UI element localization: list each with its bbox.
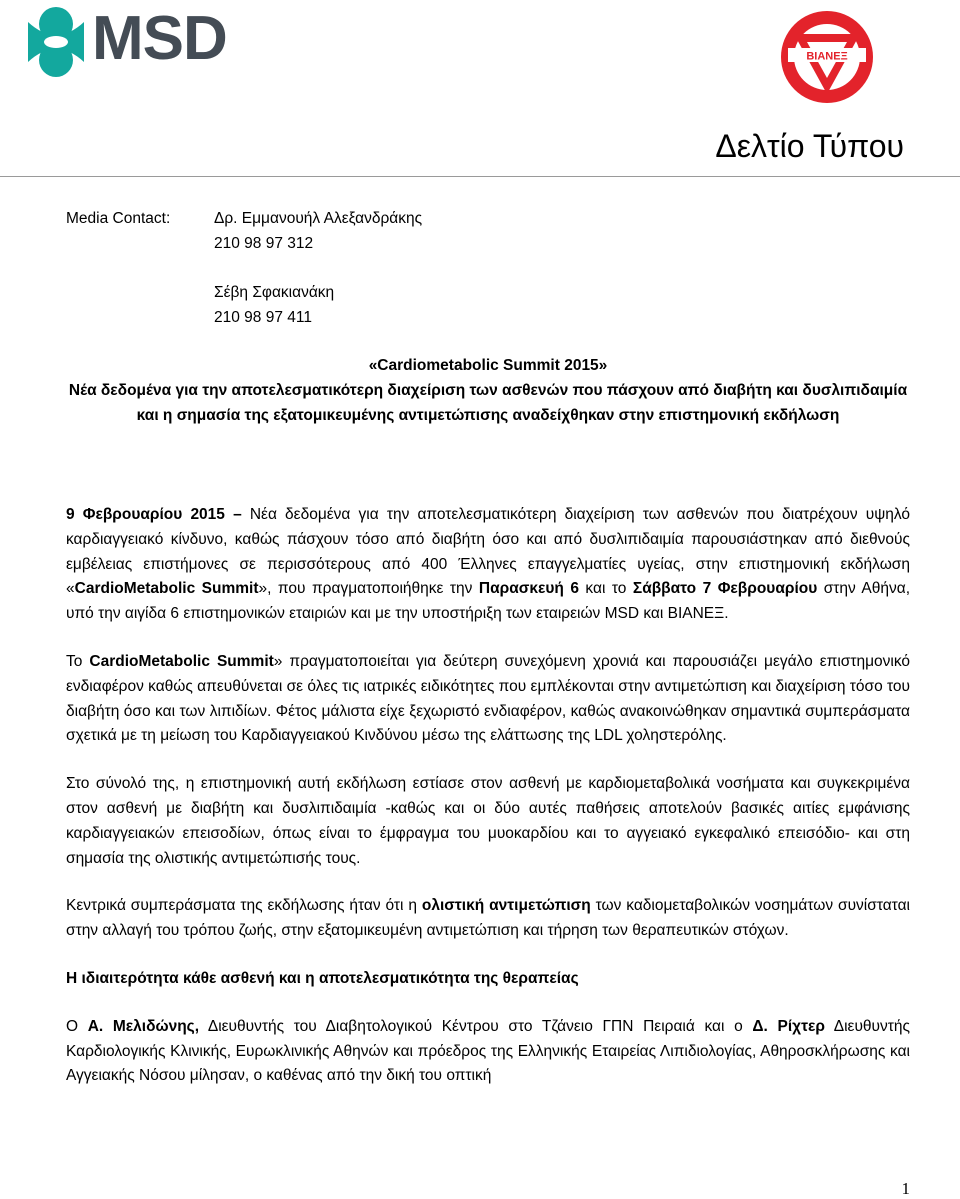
- paragraph-4: Κεντρικά συμπεράσματα της εκδήλωσης ήταν ότι η ολιστική αντιμετώπιση των καδιομεταβολικών νοσημάτων συνίσταται στην αλλαγή του τρόπου ζωής, στην εξατομικευμένη αντιμετώπιση και τήρηση των θεραπευτικών στόχων.: [66, 897, 910, 940]
- paragraph-2: Το CardioMetabolic Summit» πραγματοποιείται για δεύτερη συνεχόμενη χρονιά και παρουσιάζει μεγάλο επιστημονικό ενδιαφέρον καθώς απευθύνεται σε όλες τις ιατρικές ειδικότητες που εμπλέκονται στην αντιμετώπιση και διαχείριση τόσο του διαβήτη όσο και των λιπιδίων. Φέτος μάλιστα είχε ξεχωριστό ενδιαφέρον, καθώς ανακοινώθηκαν σημαντικά συμπεράσματα σχετικά με τη μείωση του Καρδιαγγειακού Κινδύνου μέσω της ελάττωσης της LDL χοληστερόλης.: [66, 652, 911, 745]
- press-release-headline: [66, 353, 910, 428]
- vianex-logo-text: ΒΙΑΝΕΞ: [806, 50, 848, 63]
- media-contact-label: Media Contact:: [66, 210, 171, 227]
- paragraph-3: Στο σύνολό της, η επιστημονική αυτή εκδήλωση εστίασε στον ασθενή με καρδιομεταβολικά νοσήματα και συγκεκριμένα στον ασθενή με διαβήτη και δυσλιπιδαιμία -καθώς και οι δύο αυτές παθήσεις αποτελούν βασικές αιτίες εμφάνισης καρδιαγγειακών επεισοδίων, όπως είναι το έμφραγμα του μυοκαρδίου και το αγγειακό εγκεφαλικό επεισόδιο- και στη σημασία της ολιστικής αντιμετώπισής τους.: [66, 775, 910, 867]
- contact-name-1: Δρ. Εμμανουήλ Αλεξανδράκης: [214, 210, 423, 227]
- paragraph-1: 9 Φεβρουαρίου 2015 – Νέα δεδομένα για την αποτελεσματικότερη διαχείριση των ασθενών που διατρέχουν υψηλό καρδιαγγειακό κίνδυνο, καθώς πάσχουν τόσο από διαβήτη όσο και από δυσλιπιδαιμία παρουσιάστηκαν από διεθνούς εμβέλειας επιστήμονες σε περισσότερους από 400 Έλληνες επαγγελματίες υγείας, στην επιστημονική εκδήλωση «CardioMetabolic Summit», που πραγματοποιήθηκε την Παρασκευή 6 και το Σάββατο 7 Φεβρουαρίου στην Αθήνα, υπό την αιγίδα 6 επιστημονικών εταιριών και με την υποστήριξη των εταιρειών MSD και ΒΙΑΝΕΞ.: [66, 506, 911, 623]
- paragraph-5: Ο Α. Μελιδώνης, Διευθυντής του Διαβητολογικού Κέντρου στο Τζάνειο ΓΠΝ Πειραιά και ο Δ. Ρίχτερ Διευθυντής Καρδιολογικής Κλινικής, Ευρωκλινικής Αθηνών και πρόεδρος της Ελληνικής Εταιρείας Λιπιδιολογίας, Αθηροσκλήρωσης και Αγγειακής Νόσου μίλησαν, ο καθένας από την δική του οπτική: [66, 1017, 910, 1085]
- document-title: Δελτίο Τύπου: [715, 128, 904, 164]
- headline-subtitle: Νέα δεδομένα για την αποτελεσματικότερη διαχείριση των ασθενών που πάσχουν από διαβήτη και δυσλιπιδαιμία και η σημασία της εξατομικευμένης αντιμετώπισης αναδείχθηκαν στην επιστημονική εκδήλωση: [68, 382, 908, 424]
- page-number: 1: [901, 1179, 910, 1198]
- release-date: 9 Φεβρουαρίου 2015: [66, 506, 225, 523]
- headline-event: «Cardiometabolic Summit 2015»: [368, 357, 608, 374]
- contact-phone-1: 210 98 97 312: [214, 235, 314, 252]
- msd-symbol-icon: [28, 7, 84, 77]
- contact-name-2: Σέβη Σφακιανάκη: [214, 284, 335, 301]
- header-divider: [0, 176, 960, 177]
- page-header: [0, 0, 960, 180]
- section-subheading: Η ιδιαιτερότητα κάθε ασθενή και η αποτελεσματικότητα της θεραπείας: [66, 969, 579, 987]
- press-release-body: [66, 503, 910, 1112]
- vianex-logo: [778, 8, 876, 106]
- media-contact-details: [214, 206, 614, 330]
- msd-logo-text: MSD: [92, 4, 227, 73]
- contact-phone-2: 210 98 97 411: [214, 309, 312, 326]
